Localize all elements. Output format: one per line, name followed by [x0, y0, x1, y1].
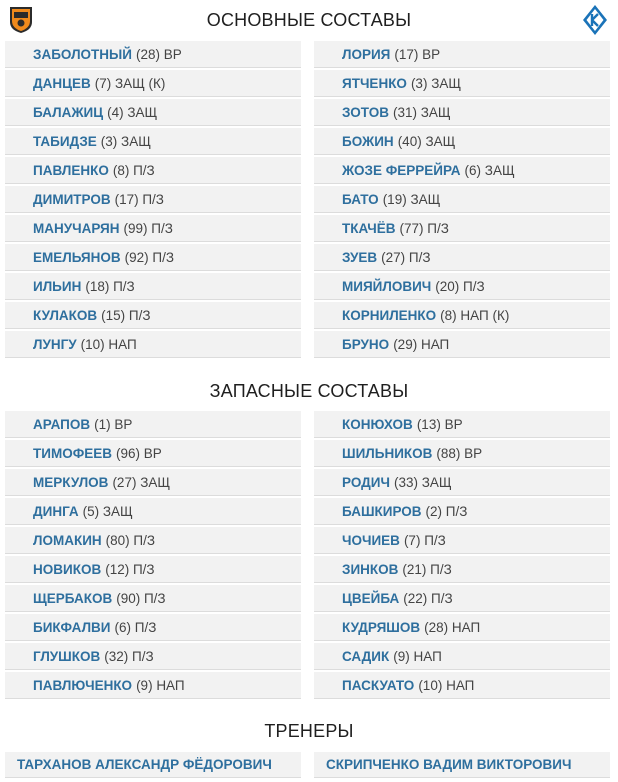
player-name-link[interactable]: КУДРЯШОВ	[342, 619, 421, 635]
player-row[interactable]	[314, 273, 610, 300]
player-row[interactable]	[314, 331, 610, 358]
home-subs-list	[5, 411, 301, 701]
player-number-position: (28) НАП	[424, 619, 481, 635]
player-number-position: (3) ЗАЩ	[100, 133, 151, 149]
player-number-position: (3) ЗАЩ	[410, 75, 462, 91]
player-number-position: (7) П/З	[403, 532, 446, 548]
player-number-position: (1) ВР	[94, 416, 133, 432]
player-row[interactable]	[5, 157, 301, 184]
player-name-link[interactable]: БИКФАЛВИ	[33, 619, 111, 635]
player-name-link[interactable]: ЗИНКОВ	[342, 561, 399, 577]
player-number-position: (92) П/З	[124, 249, 174, 265]
player-row[interactable]	[314, 585, 610, 612]
player-name-link[interactable]: КУЛАКОВ	[33, 307, 98, 323]
player-row[interactable]	[314, 244, 610, 271]
player-number-position: (18) П/З	[85, 278, 135, 294]
player-number-position: (77) П/З	[399, 220, 449, 236]
player-row[interactable]	[5, 302, 301, 329]
home-coach-name[interactable]: ТАРХАНОВ АЛЕКСАНДР ФЁДОРОВИЧ	[17, 757, 272, 772]
player-name-link[interactable]: КОРНИЛЕНКО	[342, 307, 437, 323]
player-row[interactable]	[314, 527, 610, 554]
player-name-link[interactable]: МАНУЧАРЯН	[33, 220, 120, 236]
player-number-position: (20) П/З	[435, 278, 485, 294]
player-name-link[interactable]: МЕРКУЛОВ	[33, 474, 109, 490]
player-number-position: (9) НАП	[136, 677, 185, 693]
player-number-position: (17) ВР	[394, 46, 441, 62]
player-number-position: (32) П/З	[104, 648, 154, 664]
player-row[interactable]	[314, 411, 610, 438]
player-name-link[interactable]: ДИМИТРОВ	[33, 191, 111, 207]
player-name-link[interactable]: ПАВЛЮЧЕНКО	[33, 677, 133, 693]
player-name-link[interactable]: АРАПОВ	[33, 416, 91, 432]
player-name-link[interactable]: ТИМОФЕЕВ	[33, 445, 112, 461]
player-number-position: (8) НАП (К)	[440, 307, 510, 323]
player-row[interactable]	[314, 215, 610, 242]
player-row[interactable]	[5, 186, 301, 213]
home-coach-row[interactable]	[5, 752, 301, 778]
player-number-position: (17) П/З	[114, 191, 164, 207]
player-name-link[interactable]: ГЛУШКОВ	[33, 648, 101, 664]
player-row[interactable]	[5, 643, 301, 670]
player-row[interactable]	[5, 614, 301, 641]
player-number-position: (8) П/З	[112, 162, 155, 178]
player-row[interactable]	[314, 556, 610, 583]
away-subs-list	[314, 411, 610, 701]
away-starting-list	[314, 41, 610, 360]
player-number-position: (22) П/З	[403, 590, 453, 606]
player-number-position: (19) ЗАЩ	[382, 191, 441, 207]
player-row[interactable]	[5, 440, 301, 467]
player-name-link[interactable]: БАШКИРОВ	[342, 503, 422, 519]
player-name-link[interactable]: РОДИЧ	[342, 474, 390, 490]
player-row[interactable]	[314, 643, 610, 670]
player-number-position: (10) НАП	[418, 677, 475, 693]
player-row[interactable]	[314, 99, 610, 126]
player-name-link[interactable]: ЗОТОВ	[342, 104, 389, 120]
player-row[interactable]	[314, 186, 610, 213]
player-number-position: (4) ЗАЩ	[107, 104, 158, 120]
player-row[interactable]	[314, 440, 610, 467]
substitutes-title: ЗАПАСНЫЕ СОСТАВЫ	[209, 381, 409, 401]
player-number-position: (99) П/З	[123, 220, 173, 236]
player-row[interactable]	[5, 99, 301, 126]
player-name-link[interactable]: БРУНО	[342, 336, 390, 352]
coaches-title: ТРЕНЕРЫ	[264, 721, 354, 741]
player-number-position: (40) ЗАЩ	[397, 133, 456, 149]
player-row[interactable]	[5, 556, 301, 583]
player-row[interactable]	[5, 70, 301, 97]
player-number-position: (29) НАП	[393, 336, 450, 352]
player-name-link[interactable]: ЧОЧИЕВ	[342, 532, 400, 548]
player-number-position: (5) ЗАЩ	[82, 503, 133, 519]
player-row[interactable]	[314, 128, 610, 155]
player-name-link[interactable]: ЗУЕВ	[342, 249, 378, 265]
player-row[interactable]	[5, 527, 301, 554]
player-row[interactable]	[314, 469, 610, 496]
player-row[interactable]	[5, 215, 301, 242]
player-name-link[interactable]: ШИЛЬНИКОВ	[342, 445, 433, 461]
player-name-link[interactable]: САДИК	[342, 648, 390, 664]
player-name-link[interactable]: ЦВЕЙБА	[342, 590, 400, 606]
player-number-position: (12) П/З	[105, 561, 155, 577]
player-name-link[interactable]: ЛОМАКИН	[33, 532, 102, 548]
player-number-position: (28) ВР	[135, 46, 182, 62]
player-name-link[interactable]: КОНЮХОВ	[342, 416, 413, 432]
player-name-link[interactable]: ЛОРИЯ	[342, 46, 391, 62]
player-name-link[interactable]: ЩЕРБАКОВ	[33, 590, 113, 606]
player-row[interactable]	[5, 128, 301, 155]
player-name-link[interactable]: ТКАЧЁВ	[342, 220, 396, 236]
player-number-position: (90) П/З	[116, 590, 166, 606]
player-name-link[interactable]: ИЛЬИН	[33, 278, 82, 294]
player-name-link[interactable]: ДАНЦЕВ	[33, 75, 91, 91]
player-name-link[interactable]: ДИНГА	[33, 503, 79, 519]
player-number-position: (2) П/З	[425, 503, 468, 519]
player-number-position: (80) П/З	[105, 532, 156, 548]
player-name-link[interactable]: ЗАБОЛОТНЫЙ	[33, 46, 132, 62]
player-name-link[interactable]: БАЛАЖИЦ	[33, 104, 104, 120]
player-name-link[interactable]: ЖОЗЕ ФЕРРЕЙРА	[342, 162, 461, 178]
player-row[interactable]	[314, 498, 610, 525]
player-name-link[interactable]: НОВИКОВ	[33, 561, 102, 577]
starting-lineups-title: ОСНОВНЫЕ СОСТАВЫ	[206, 10, 412, 30]
player-name-link[interactable]: ТАБИДЗЕ	[33, 133, 97, 149]
player-number-position: (33) ЗАЩ	[393, 474, 452, 490]
player-number-position: (6) ЗАЩ	[464, 162, 515, 178]
player-number-position: (27) ЗАЩ	[112, 474, 171, 490]
player-number-position: (10) НАП	[80, 336, 137, 352]
player-row[interactable]	[314, 70, 610, 97]
player-number-position: (15) П/З	[101, 307, 151, 323]
player-number-position: (27) П/З	[381, 249, 431, 265]
home-starting-list	[5, 41, 301, 360]
player-number-position: (13) ВР	[416, 416, 463, 432]
player-name-link[interactable]: БОЖИН	[342, 133, 394, 149]
player-number-position: (6) П/З	[114, 619, 157, 635]
player-number-position: (88) ВР	[436, 445, 483, 461]
player-name-link[interactable]: ЕМЕЛЬЯНОВ	[33, 249, 121, 265]
player-name-link[interactable]: ПАСКУАТО	[342, 677, 415, 693]
player-number-position: (31) ЗАЩ	[392, 104, 451, 120]
player-number-position: (9) НАП	[393, 648, 442, 664]
player-row[interactable]	[314, 614, 610, 641]
player-row[interactable]	[314, 41, 610, 68]
away-coach-name[interactable]: СКРИПЧЕНКО ВАДИМ ВИКТОРОВИЧ	[326, 757, 572, 772]
player-number-position: (96) ВР	[115, 445, 162, 461]
player-row[interactable]	[314, 672, 610, 699]
player-name-link[interactable]: БАТО	[342, 191, 379, 207]
player-row[interactable]	[5, 41, 301, 68]
player-row[interactable]	[5, 585, 301, 612]
player-number-position: (21) П/З	[402, 561, 452, 577]
player-row[interactable]	[5, 411, 301, 438]
player-number-position: (7) ЗАЩ (К)	[94, 75, 166, 91]
player-row[interactable]	[5, 273, 301, 300]
player-name-link[interactable]: ЯТЧЕНКО	[342, 75, 407, 91]
away-coach-row[interactable]	[314, 752, 610, 778]
player-row[interactable]	[5, 469, 301, 496]
player-row[interactable]	[5, 672, 301, 699]
player-row[interactable]	[5, 331, 301, 358]
player-row[interactable]	[314, 157, 610, 184]
player-row[interactable]	[5, 244, 301, 271]
player-name-link[interactable]: ПАВЛЕНКО	[33, 162, 109, 178]
player-name-link[interactable]: ЛУНГУ	[33, 336, 77, 352]
player-name-link[interactable]: МИЯЙЛОВИЧ	[342, 278, 432, 294]
player-row[interactable]	[314, 302, 610, 329]
player-row[interactable]	[5, 498, 301, 525]
